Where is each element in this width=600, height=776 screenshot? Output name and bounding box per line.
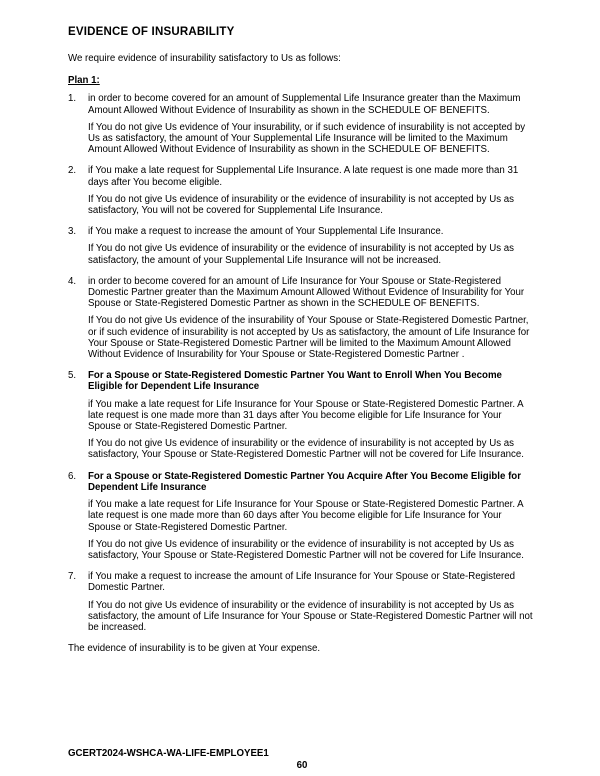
list-item [68, 165, 536, 216]
item-paragraph: if You make a request to increase the amount of Life Insurance for Your Spouse or State-Registered Domestic Partner. [88, 571, 516, 594]
item-paragraph: If You do not give Us evidence of Your insurability, or if such evidence of insurability is not accepted by Us as satisfactory, the amount of Your Supplemental Life Insurance will be limited to the Maximum Amount Allowed Without Evidence of Insurability as shown in the SCHEDULE OF BENEFITS. [88, 121, 526, 156]
item-heading: For a Spouse or State-Registered Domestic Partner You Want to Enroll When You Become Eligible for Dependent Life Insurance [88, 370, 502, 393]
numbered-list [68, 93, 536, 633]
item-number: 7. [68, 571, 77, 583]
item-paragraph: If You do not give Us evidence of insurability or the evidence of insurability is not accepted by Us as satisfactory, You will not be covered for Supplemental Life Insurance. [88, 193, 514, 217]
footer-page-number: 60 [296, 760, 308, 771]
list-item [68, 471, 536, 561]
item-paragraph: If You do not give Us evidence of insurability or the evidence of insurability is not accepted by Us as satisfactory, Your Spouse or State-Registered Domestic Partner will not be covered for Life Insurance. [88, 438, 524, 461]
plan-label: Plan 1: [68, 75, 100, 87]
item-body [88, 226, 536, 266]
item-number: 4. [68, 275, 77, 287]
item-body [88, 471, 536, 561]
item-number: 6. [68, 470, 77, 482]
item-paragraph: If You do not give Us evidence of insurability or the evidence of insurability is not accepted by Us as satisfactory, the amount of Life Insurance for Your Spouse or State-Registered Domestic Partner will not be increased. [88, 599, 533, 633]
list-item [68, 571, 536, 633]
item-number: 5. [68, 370, 77, 382]
closing-paragraph: The evidence of insurability is to be given at Your expense. [68, 643, 321, 655]
item-number: 3. [68, 226, 77, 238]
item-body [88, 93, 536, 155]
item-number: 1. [68, 93, 77, 105]
item-paragraph: in order to become covered for an amount of Life Insurance for Your Spouse or State-Registered Domestic Partner greater than the Maximum Amount Allowed Without Evidence of Insurability for Your Spouse or State-Registered Domestic Partner as shown in the SCHEDULE OF BENEFITS. [88, 275, 525, 310]
item-paragraph: If You do not give Us evidence of insurability or the evidence of insurability is not accepted by Us as satisfactory, the amount of your Supplemental Life Insurance will not be increased. [88, 243, 514, 266]
intro-paragraph: We require evidence of insurability satisfactory to Us as follows: [68, 53, 341, 64]
item-body [88, 571, 536, 633]
item-paragraph: if You make a late request for Supplemental Life Insurance. A late request is one made more than 31 days after You become eligible. [88, 165, 519, 188]
plan-label-row [68, 75, 536, 86]
page-title: EVIDENCE OF INSURABILITY [68, 26, 235, 38]
item-paragraph: if You make a request to increase the amount of Your Supplemental Life Insurance. [88, 226, 444, 238]
item-paragraph: If You do not give Us evidence of insurability or the evidence of insurability is not accepted by Us as satisfactory, Your Spouse or State-Registered Domestic Partner will not be covered for Life Insurance. [88, 538, 524, 561]
item-body [88, 276, 536, 360]
list-item [68, 226, 536, 266]
item-number: 2. [68, 165, 77, 177]
item-body [88, 370, 536, 460]
item-paragraph: If You do not give Us evidence of the insurability of Your Spouse or State-Registered Domestic Partner, or if such evidence of insurability is not accepted by Us as satisfactory, the amount of Life Insurance for Your Spouse or State-Registered Domestic Partner will be limited to the Maximum Amount Allowed Without Evidence of Insurability for Your Spouse or State-Registered Domestic Partner . [88, 315, 530, 361]
list-item [68, 93, 536, 155]
item-paragraph: if You make a late request for Life Insurance for Your Spouse or State-Registered Domestic Partner. A late request is one made more than 31 days after You become eligible for Life Insurance for Your Spouse or State-Registered Domestic Partner. [88, 398, 524, 433]
footer [68, 748, 536, 771]
item-body [88, 165, 536, 216]
item-paragraph: if You make a late request for Life Insurance for Your Spouse or State-Registered Domestic Partner. A late request is one made more than 60 days after You become eligible for Life Insurance for Your Spouse or State-Registered Domestic Partner. [88, 499, 524, 533]
item-paragraph: in order to become covered for an amount of Supplemental Life Insurance greater than the Maximum Amount Allowed Without Evidence of Insurability as shown in the SCHEDULE OF BENEFITS. [88, 93, 521, 116]
list-item [68, 276, 536, 360]
list-item [68, 370, 536, 460]
item-heading: For a Spouse or State-Registered Domestic Partner You Acquire After You Become Eligible for Dependent Life Insurance [88, 470, 521, 493]
footer-doc-id: GCERT2024-WSHCA-WA-LIFE-EMPLOYEE1 [68, 748, 269, 759]
